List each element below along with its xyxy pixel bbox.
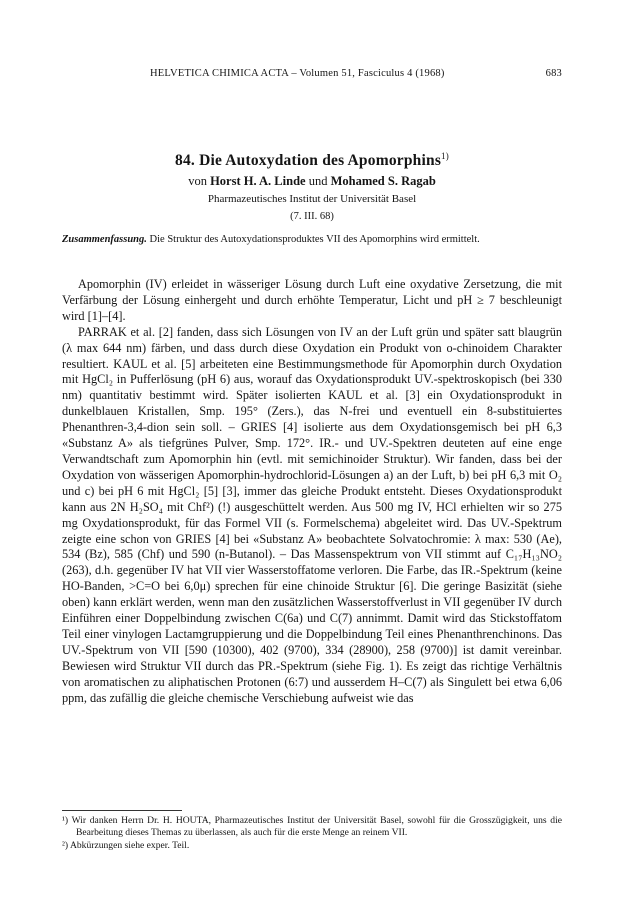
author-1: Horst H. A. Linde — [210, 174, 306, 188]
author-2: Mohamed S. Ragab — [330, 174, 436, 188]
paragraph: PARRAK et al. [2] fanden, dass sich Lösungen von IV an der Luft grün und später satt blaugrün (λ max 644 nm) färben, und dass durch diese Oxydation ein Produkt von o-chinoidem Charakter resultiert. KAUL et al. [5] arbeiteten eine Bestimmungsmethode für Apomorphin durch Oxydation mit HgCl₂ in Pufferlösung (pH 6) aus, worauf das Oxydationsprodukt UV.-spektroskopisch (bei 330 nm) quantitativ bestimmt wird. Später isolierten KAUL et al. [3] ein Oxydationsprodukt in dunkelblauen Kristallen, Smp. 195° (Zers.), das N-frei und eventuell ein 8-substituiertes Phenanthren-3,4-dion sein soll. – GRIES [4] isolierte aus dem Oxydationsgemisch bei pH 6,3 «Substanz A» als tiefgrünes Pulver, Smp. 172°. IR.- und UV.-Spektren deuteten auf eine enge Verwandtschaft zum Apomorphin hin (evtl. mit semichinoider Struktur). Wir fanden, dass bei der Oxydation von wässerigen Apomorphin-hydrochlorid-Lösungen a) an der Luft, b) bei pH 6,3 mit O₂ und c) bei pH 6 mit HgCl₂ [5] [3], immer das gleiche Produkt entsteht. Dieses Oxydationsprodukt kann aus 2N H₂SO₄ mit Chf²) (!) ausgeschüttelt werden. Aus 500 mg IV, HCl erhielten wir so 275 mg Oxydationsprodukt, für das Formel VII (s. Formelschema) abgeleitet wird. Das UV.-Spektrum zeigte eine schon von GRIES [4] bei «Substanz A» beobachtete Solvatochromie: λ max: 530 (Ae), 534 (Bz), 585 (Chf) und 590 (n-Butanol). – Das Massenspektrum von VII stimmt auf C₁₇H₁₃NO₂ (263), d.h. gegenüber IV hat VII vier Wasserstoffatome verloren. Die Farbe, das IR.-Spektrum (keine HO-Banden, >C=O bei 6,0μ) sprechen für eine chinoide Struktur [6]. Die geringe Basizität (siehe oben) kann erklärt werden, wenn man den zusätzlichen Wasserstoffverlust in VII gegenüber IV durch Einführen einer Doppelbindung zwischen C(6a) und C(7) annimmt. Damit wird das Stickstoffatom Teil einer vinylogen Lactamgruppierung und die Doppelbindung Teil eines Phenanthrenchinons. Das UV.-Spektrum von VII [590 (10300), 402 (9700), 334 (28900), 258 (9700)] ist damit vereinbar. Bewiesen wird Struktur VII durch das PR.-Spektrum (siehe Fig. 1). Es zeigt das richtige Verhältnis von aromatischen zu aliphatischen Protonen (6:7) und ausserdem H–C(7) als Singulett bei etwa 6,06 ppm, das zufällig die gleiche chemische Verschiebung aufweist wie das — [62, 324, 562, 705]
institute: Pharmazeutisches Institut der Universität Basel — [207, 193, 417, 205]
abstract — [62, 233, 562, 247]
abstract-text: Die Struktur des Autoxydationsproduktes VII des Apomorphins wird ermittelt. — [146, 234, 480, 245]
footnote: ²) Abkürzungen siehe exper. Teil. — [62, 839, 190, 851]
paragraph: Apomorphin (IV) erleidet in wässeriger Lösung durch Luft eine oxydative Zersetzung, die mit Verfärbung der Lösung einhergeht und durch erhöhte Temperatur, Licht und pH ≥ 7 beschleunigt wird [1]–[4]. — [62, 277, 562, 323]
byline-prefix: von — [188, 174, 211, 188]
byline-and: und — [305, 174, 331, 188]
body-text — [62, 277, 562, 706]
journal-title: HELVETICA CHIMICA ACTA – Volumen 51, Fasciculus 4 (1968) — [150, 68, 445, 79]
article-title-text: 84. Die Autoxydation des Apomorphins — [175, 152, 442, 170]
received-date: (7. III. 68) — [290, 211, 334, 222]
running-head — [0, 68, 624, 86]
page-number: 683 — [545, 68, 562, 79]
article-title — [0, 151, 624, 170]
title-footnote-mark: 1) — [441, 151, 449, 161]
footnote: ¹) Wir danken Herrn Dr. H. HOUTA, Pharmazeutisches Institut der Universität Basel, sowohl für die Grosszügigkeit, uns die Bearbeitung dieses Themas zu überlassen, als auch für die erste Menge an reinem VII. — [62, 815, 562, 839]
author-line — [0, 174, 624, 189]
footnote-divider — [62, 810, 182, 811]
footnotes — [62, 815, 562, 852]
abstract-label: Zusammenfassung. — [62, 234, 147, 245]
